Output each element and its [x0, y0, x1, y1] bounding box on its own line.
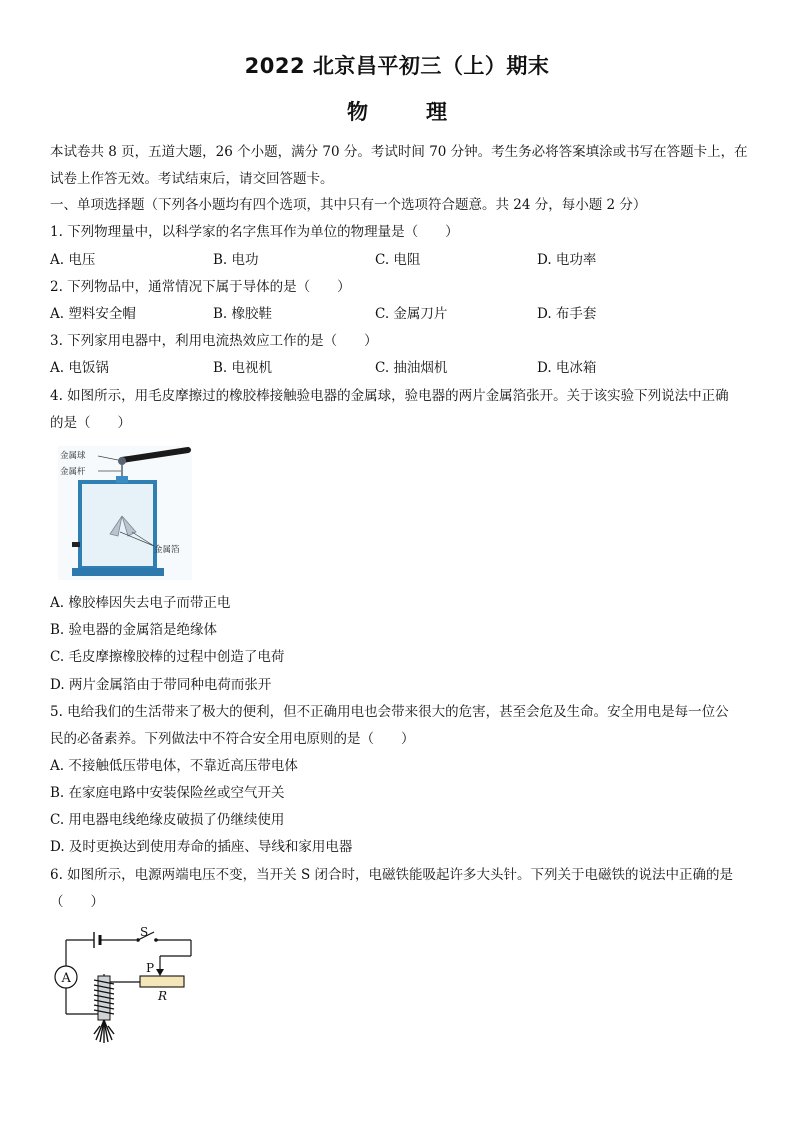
ammeter-label: A: [61, 971, 71, 986]
pins-cluster: [94, 1020, 114, 1043]
q3-option-b: B. 电视机: [213, 360, 273, 376]
subject-title: 物理: [347, 100, 505, 124]
q4-stem-line-2: 的是（ ）: [50, 415, 131, 431]
q5-option-c: C. 用电器电线绝缘皮破损了仍继续使用: [50, 812, 285, 828]
resistor-label: R: [158, 989, 168, 1003]
slider-label: P: [146, 961, 155, 975]
exam-title: 2022 北京昌平初三（上）期末: [244, 54, 550, 78]
q5-stem-line-1: 5. 电给我们的生活带来了极大的便利，但不正确用电也会带来很大的危害，甚至会危及生命。安全用电是每一位公: [50, 704, 729, 720]
intro-line-1: 本试卷共 8 页，五道大题，26 个小题，满分 70 分。考试时间 70 分钟。考生务必将答案填涂或书写在答题卡上，在: [50, 144, 748, 160]
q3-stem: 3. 下列家用电器中，利用电流热效应工作的是（ ）: [50, 333, 378, 349]
q2-option-a: A. 塑料安全帽: [50, 306, 136, 322]
q5-stem-line-2: 民的必备素养。下列做法中不符合安全用电原则的是（ ）: [50, 731, 415, 747]
q3-option-d: D. 电冰箱: [537, 360, 597, 376]
q1-option-d: D. 电功率: [537, 252, 597, 268]
q4-stem-line-1: 4. 如图所示，用毛皮摩擦过的橡胶棒接触验电器的金属球，验电器的两片金属箔张开。关于该实验下列说法中正确: [50, 388, 729, 404]
q2-option-b: B. 橡胶鞋: [213, 306, 273, 322]
intro-line-2: 试卷上作答无效。考试结束后，请交回答题卡。: [50, 171, 334, 187]
slider-arrow: [156, 969, 164, 976]
q2-option-c: C. 金属刀片: [375, 306, 448, 322]
q6-stem-line-2: （ ）: [50, 894, 104, 910]
side-knob: [72, 542, 80, 547]
switch-label: S: [140, 925, 149, 939]
q4-option-a: A. 橡胶棒因失去电子而带正电: [50, 595, 231, 611]
q4-option-d: D. 两片金属箔由于带同种电荷而张开: [50, 677, 272, 693]
q6-stem-line-1: 6. 如图所示，电源两端电压不变，当开关 S 闭合时，电磁铁能吸起许多大头针。下列关于电磁铁的说法中正确的是: [50, 867, 734, 883]
section-heading: 一、单项选择题（下列各小题均有四个选项，其中只有一个选项符合题意。共 24 分，每小题 2 分）: [50, 197, 647, 213]
q3-option-a: A. 电饭锅: [50, 360, 109, 376]
q5-option-b: B. 在家庭电路中安装保险丝或空气开关: [50, 785, 285, 801]
q1-option-b: B. 电功: [213, 252, 259, 268]
label-metal-rod: 金属杆: [60, 467, 86, 477]
label-metal-foil: 金属箔: [154, 545, 180, 555]
label-metal-ball: 金属球: [60, 451, 86, 461]
q2-stem: 2. 下列物品中，通常情况下属于导体的是（ ）: [50, 279, 351, 295]
q4-option-c: C. 毛皮摩擦橡胶棒的过程中创造了电荷: [50, 649, 285, 665]
insulator-stopper: [116, 476, 128, 483]
q5-option-a: A. 不接触低压带电体，不靠近高压带电体: [50, 758, 298, 774]
q1-option-c: C. 电阻: [375, 252, 421, 268]
electroscope-figure: [58, 446, 192, 580]
q5-option-d: D. 及时更换达到使用寿命的插座、导线和家用电器: [50, 839, 353, 855]
q1-option-a: A. 电压: [50, 252, 96, 268]
q1-stem: 1. 下列物理量中，以科学家的名字焦耳作为单位的物理量是（ ）: [50, 224, 459, 240]
switch-contact-right: [154, 938, 158, 942]
electroscope-base: [72, 568, 164, 576]
resistor-icon: [140, 976, 184, 987]
circuit-figure: [48, 922, 196, 1048]
q3-option-c: C. 抽油烟机: [375, 360, 448, 376]
q4-option-b: B. 验电器的金属箔是绝缘体: [50, 622, 218, 638]
q2-option-d: D. 布手套: [537, 306, 597, 322]
metal-ball: [118, 457, 126, 465]
